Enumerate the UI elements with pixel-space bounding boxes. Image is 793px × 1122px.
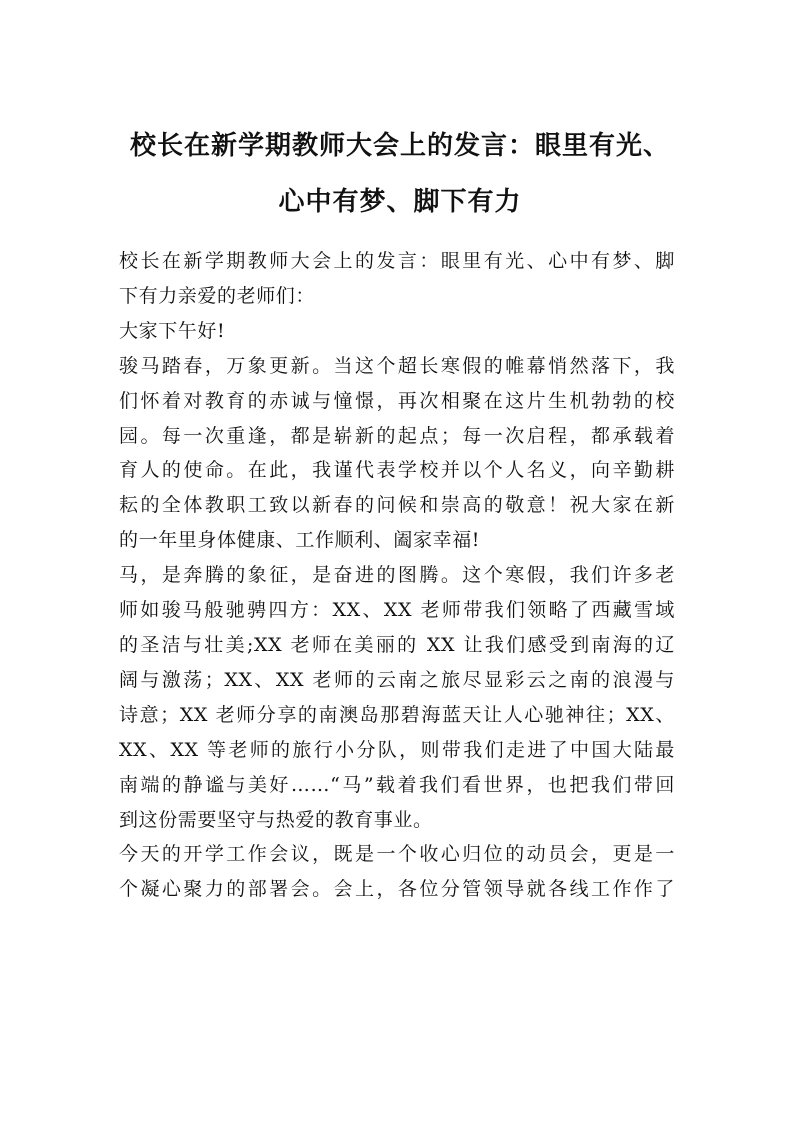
paragraph-new-year [119, 349, 675, 558]
title-line: 校长在新学期教师大会上的发言：眼里有光、 [129, 131, 670, 161]
text-line: 诗意；XX 老师分享的南澳岛那碧海蓝天让人心驰神往；XX、 [119, 703, 675, 726]
text-line: 今天的开学工作会议，既是一个收心归位的动员会，更是一 [119, 843, 675, 866]
text-line: 园。每一次重逢，都是崭新的起点；每一次启程，都承载着 [119, 424, 675, 447]
title-line: 心中有梦、脚下有力 [278, 187, 522, 217]
document-body [119, 244, 675, 907]
document-title [100, 118, 700, 230]
text-line: 南端的静谧与美好……“马”载着我们看世界，也把我们带回 [119, 773, 675, 796]
text-line: 们怀着对教育的赤诚与憧憬，再次相聚在这片生机勃勃的校 [119, 389, 675, 412]
text-line: 下有力亲爱的老师们： [119, 284, 316, 307]
text-line: 的一年里身体健康、工作顺利、阖家幸福! [119, 529, 481, 552]
text-line: XX、XX 等老师的旅行小分队，则带我们走进了中国大陆最 [119, 738, 675, 761]
paragraph-greeting [119, 314, 675, 349]
paragraph-meeting [119, 837, 675, 907]
text-line: 的圣洁与壮美;XX 老师在美丽的 XX 让我们感受到南海的辽 [119, 633, 675, 656]
text-line: 到这份需要坚守与热爱的教育事业。 [119, 808, 433, 831]
text-line: 骏马踏春，万象更新。当这个超长寒假的帷幕悄然落下，我 [119, 354, 675, 377]
text-line: 阔与激荡；XX、XX 老师的云南之旅尽显彩云之南的浪漫与 [119, 668, 675, 691]
paragraph-horse [119, 558, 675, 837]
text-line: 马，是奔腾的象征，是奋进的图腾。这个寒假，我们许多老 [119, 564, 675, 587]
text-line: 校长在新学期教师大会上的发言：眼里有光、心中有梦、脚 [119, 250, 675, 272]
text-line: 大家下午好! [119, 319, 226, 342]
text-line: 师如骏马般驰骋四方：XX、XX 老师带我们领略了西藏雪域 [119, 599, 675, 622]
text-line: 耘的全体教职工致以新春的问候和崇高的敬意！祝大家在新 [119, 494, 675, 517]
text-line: 个凝心聚力的部署会。会上，各位分管领导就各线工作作了 [119, 878, 675, 901]
text-line: 育人的使命。在此，我谨代表学校并以个人名义，向辛勤耕 [119, 459, 675, 482]
paragraph-intro [119, 244, 675, 314]
